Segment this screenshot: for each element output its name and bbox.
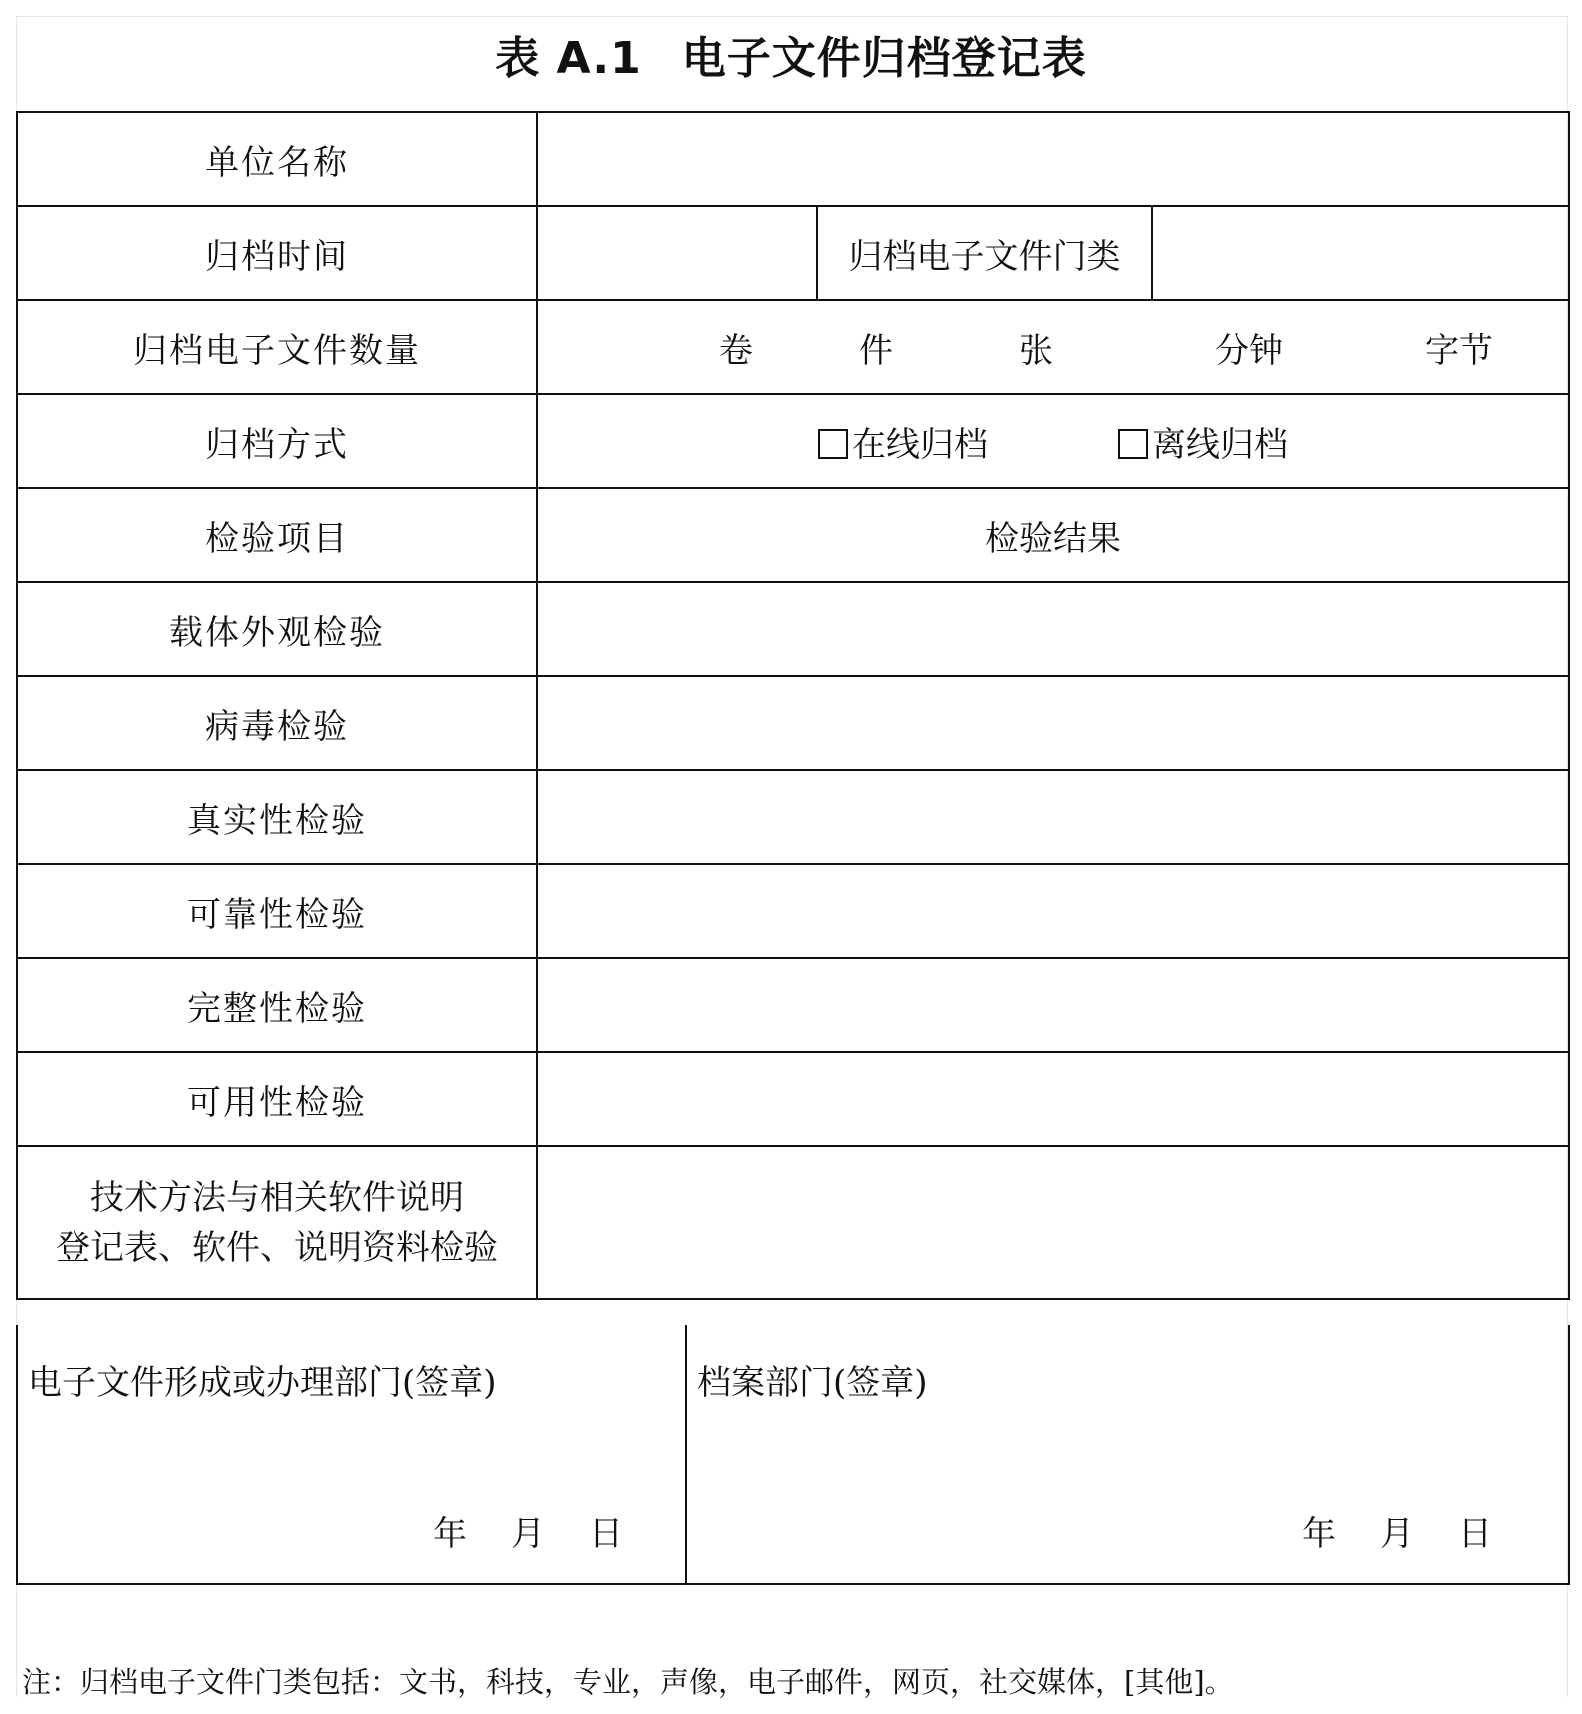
row-method <box>17 394 1569 488</box>
label-authenticity: 真实性检验 <box>17 770 537 864</box>
label-file-count: 归档电子文件数量 <box>17 300 537 394</box>
value-carrier[interactable] <box>537 582 1569 676</box>
label-reliability: 可靠性检验 <box>17 864 537 958</box>
signature-left-label: 电子文件形成或办理部门(签章) <box>28 1363 497 1403</box>
label-virus: 病毒检验 <box>17 676 537 770</box>
label-check-item: 检验项目 <box>17 488 537 582</box>
row-virus <box>17 676 1569 770</box>
label-carrier: 载体外观检验 <box>17 582 537 676</box>
value-unit-name[interactable] <box>537 112 1569 206</box>
value-tech[interactable] <box>537 1146 1569 1299</box>
value-usability[interactable] <box>537 1052 1569 1146</box>
left-year: 年 <box>433 1514 467 1554</box>
row-carrier <box>17 582 1569 676</box>
footnote: 注：归档电子文件门类包括：文书，科技，专业，声像，电子邮件，网页，社交媒体，[其他]。 <box>22 1665 1234 1699</box>
signature-left[interactable] <box>17 1325 686 1584</box>
row-unit-name <box>17 112 1569 206</box>
label-method: 归档方式 <box>17 394 537 488</box>
unit-zijie: 字节 <box>1425 330 1494 371</box>
label-tech-line2: 登记表、软件、说明资料检验 <box>56 1227 498 1268</box>
offline-checkbox[interactable] <box>1118 429 1148 459</box>
title-prefix: 表 A.1 <box>495 33 642 84</box>
row-check-header <box>17 488 1569 582</box>
label-unit-name: 单位名称 <box>17 112 537 206</box>
form-title <box>0 22 1582 86</box>
value-method <box>537 394 1569 488</box>
value-authenticity[interactable] <box>537 770 1569 864</box>
row-integrity <box>17 958 1569 1052</box>
option-offline[interactable] <box>1118 417 1288 466</box>
unit-fenzhong: 分钟 <box>1215 330 1284 371</box>
signature-right-date <box>1302 1506 1492 1555</box>
unit-juan: 卷 <box>719 330 754 371</box>
value-reliability[interactable] <box>537 864 1569 958</box>
label-archive-time: 归档时间 <box>17 206 537 300</box>
label-check-result: 检验结果 <box>537 488 1569 582</box>
value-file-category[interactable] <box>1152 206 1569 300</box>
row-tech <box>17 1146 1569 1299</box>
offline-label: 离线归档 <box>1152 424 1289 465</box>
online-label: 在线归档 <box>852 424 989 465</box>
signature-table <box>16 1325 1570 1585</box>
signature-right[interactable] <box>686 1325 1569 1584</box>
unit-jian: 件 <box>859 330 894 371</box>
row-reliability <box>17 864 1569 958</box>
row-usability <box>17 1052 1569 1146</box>
right-month: 月 <box>1380 1514 1414 1554</box>
label-usability: 可用性检验 <box>17 1052 537 1146</box>
unit-zhang: 张 <box>1019 330 1054 371</box>
row-file-count <box>17 300 1569 394</box>
right-day: 日 <box>1458 1514 1492 1554</box>
signature-right-label: 档案部门(签章) <box>697 1363 928 1403</box>
row-authenticity <box>17 770 1569 864</box>
row-archive-time <box>17 206 1569 300</box>
value-integrity[interactable] <box>537 958 1569 1052</box>
online-checkbox[interactable] <box>818 429 848 459</box>
signature-left-date <box>433 1506 623 1555</box>
label-tech-line1: 技术方法与相关软件说明 <box>90 1177 464 1218</box>
left-day: 日 <box>589 1514 623 1554</box>
option-online[interactable] <box>818 417 988 466</box>
registration-table <box>16 111 1570 1300</box>
value-archive-time[interactable] <box>537 206 817 300</box>
title-main: 电子文件归档登记表 <box>681 33 1087 84</box>
value-virus[interactable] <box>537 676 1569 770</box>
label-tech <box>17 1146 537 1299</box>
left-month: 月 <box>511 1514 545 1554</box>
label-file-category: 归档电子文件门类 <box>817 206 1152 300</box>
value-file-count[interactable] <box>537 300 1569 394</box>
label-integrity: 完整性检验 <box>17 958 537 1052</box>
right-year: 年 <box>1302 1514 1336 1554</box>
